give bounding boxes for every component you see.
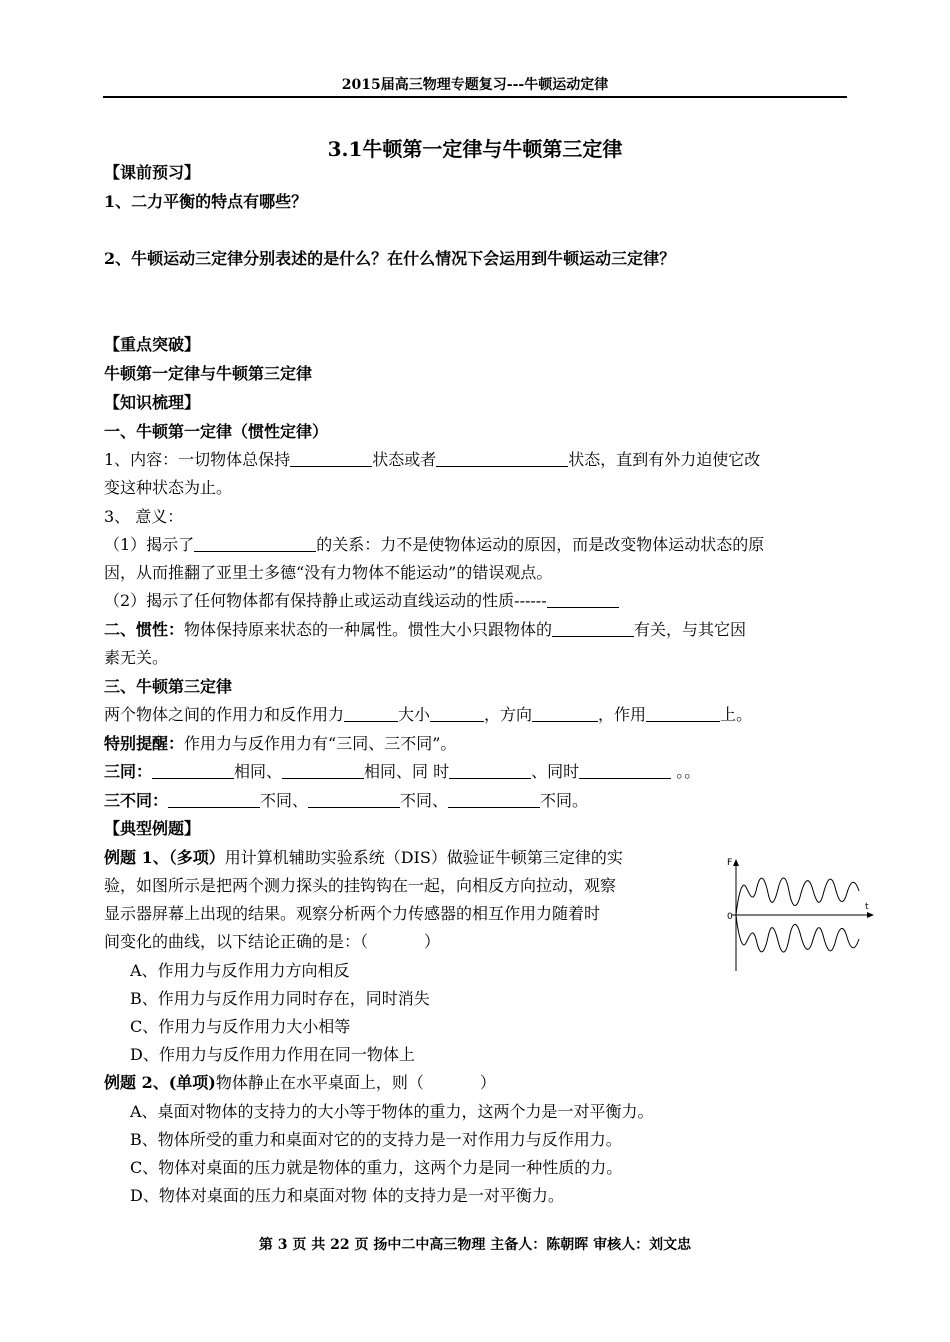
three-same [104, 762, 852, 782]
text: ，作用 [598, 705, 647, 724]
third-law-title: 三、牛顿第三定律 [104, 677, 233, 696]
fill-blank[interactable] [547, 591, 619, 608]
inertia-definition [104, 620, 852, 640]
text: 两个物体之间的作用力和反作用力 [104, 705, 345, 724]
first-law-meaning: 3、 意义： [104, 507, 184, 526]
example-2-option-d: D、物体对桌面的压力和桌面对物 体的支持力是一对平衡力。 [130, 1186, 564, 1205]
f-axis-label: F [727, 858, 733, 868]
example-2-label: 例题 2、(单项) [104, 1073, 216, 1092]
example-1-line-3: 显示器屏幕上出现的结果。观察分析两个力传感器的相互作用力随着时 [104, 904, 601, 923]
example-1-line-1 [104, 848, 716, 868]
fill-blank[interactable] [436, 450, 568, 467]
force-curve-top [736, 878, 859, 915]
fill-blank[interactable] [290, 450, 372, 467]
section-heading-examples: 【典型例题】 [104, 819, 201, 838]
fill-blank[interactable] [194, 535, 316, 552]
focus-subtitle: 牛顿第一定律与牛顿第三定律 [104, 364, 313, 383]
fill-blank[interactable] [449, 762, 531, 779]
text: ） [479, 1073, 496, 1092]
text: 物体保持原来状态的一种属性。惯性大小只跟物体的 [184, 620, 553, 639]
origin-label: 0 [727, 912, 733, 922]
text: 相同、同 时 [364, 762, 450, 781]
first-law-title: 一、牛顿第一定律（惯性定律） [104, 422, 329, 441]
text: （2）揭示了任何物体都有保持静止或运动直线运动的性质------ [104, 591, 547, 610]
fill-blank[interactable] [448, 791, 540, 808]
fill-blank[interactable] [430, 705, 484, 722]
text: 间变化的曲线，以下结论正确的是：（ [104, 932, 369, 951]
fill-blank[interactable] [532, 705, 598, 722]
example-2-option-a: A、桌面对物体的支持力的大小等于物体的重力，这两个力是一对平衡力。 [130, 1102, 654, 1121]
example-1-line-4 [104, 932, 716, 952]
text: ） [424, 932, 441, 951]
third-law-content [104, 705, 852, 725]
meaning-item-1 [104, 535, 852, 555]
inertia-label: 二、惯性： [104, 620, 185, 639]
text: （1）揭示了 [104, 535, 195, 554]
page-footer: 第 3 页 共 22 页 扬中二中高三物理 主备人：陈朝晖 审核人：刘文忠 [258, 1237, 692, 1253]
text: 不同、 [260, 791, 309, 810]
example-1-option-d: D、作用力与反作用力作用在同一物体上 [130, 1045, 415, 1064]
document-title: 3.1牛顿第一定律与牛顿第三定律 [327, 137, 623, 161]
example-1-line-2: 验，如图所示是把两个测力探头的挂钩钩在一起，向相反方向拉动，观察 [104, 876, 617, 895]
example-1-option-b: B、作用力与反作用力同时存在，同时消失 [130, 989, 430, 1008]
meaning-item-1-cont: 因，从而推翻了亚里士多德“没有力物体不能运动”的错误观点。 [104, 563, 553, 582]
text: 用计算机辅助实验系统（DIS）做验证牛顿第三定律的实 [224, 848, 623, 867]
example-1-label: 例题 1、（多项） [104, 848, 225, 867]
preview-question-2: 2、牛顿运动三定律分别表述的是什么？在什么情况下会运用到牛顿运动三定律？ [104, 249, 676, 268]
text: 不同。 [540, 791, 589, 810]
text: 的关系：力不是使物体运动的原因，而是改变物体运动状态的原 [316, 535, 765, 554]
text: 物体静止在水平桌面上，则（ [215, 1073, 424, 1092]
inertia-definition-cont: 素无关。 [104, 648, 169, 667]
fill-blank[interactable] [152, 762, 234, 779]
fill-blank[interactable] [308, 791, 400, 808]
fill-blank[interactable] [552, 620, 634, 637]
fill-blank[interactable] [579, 762, 671, 779]
t-axis-label: t [865, 902, 869, 912]
example-1-option-c: C、作用力与反作用力大小相等 [130, 1017, 351, 1036]
same-label: 三同： [104, 762, 153, 781]
section-heading-focus: 【重点突破】 [104, 335, 201, 354]
fill-blank[interactable] [344, 705, 398, 722]
first-law-content-cont: 变这种状态为止。 [104, 478, 233, 497]
text: 大小 [398, 705, 431, 724]
text: 、同时 [531, 762, 580, 781]
text: 状态，直到有外力迫使它改 [568, 450, 761, 469]
example-2-option-b: B、物体所受的重力和桌面对它的的支持力是一对作用力与反作用力。 [130, 1130, 622, 1149]
fill-blank[interactable] [168, 791, 260, 808]
force-curve-bottom [736, 915, 859, 952]
preview-question-1: 1、二力平衡的特点有哪些？ [104, 192, 308, 211]
text: 作用力与反作用力有“三同、三不同”。 [184, 734, 457, 753]
example-2-option-c: C、物体对桌面的压力就是物体的重力，这两个力是同一种性质的力。 [130, 1158, 623, 1177]
text: 不同、 [400, 791, 449, 810]
section-heading-knowledge: 【知识梳理】 [104, 393, 201, 412]
text: 1、内容：一切物体总保持 [104, 450, 291, 469]
text: 状态或者 [372, 450, 437, 469]
text: 有关，与其它因 [634, 620, 747, 639]
diff-label: 三不同： [104, 791, 169, 810]
tip-label: 特别提醒： [104, 734, 185, 753]
first-law-content [104, 450, 852, 470]
force-time-graph [726, 857, 878, 975]
special-tip [104, 734, 852, 754]
text: 相同、 [234, 762, 283, 781]
f-axis-arrow [733, 859, 739, 866]
example-1-option-a: A、作用力与反作用力方向相反 [130, 961, 350, 980]
page-header: 2015届高三物理专题复习---牛顿运动定律 [103, 74, 847, 98]
example-2-stem [104, 1073, 852, 1093]
text: ，方向 [484, 705, 533, 724]
text: 上。 [720, 705, 753, 724]
three-different [104, 791, 852, 811]
fill-blank[interactable] [646, 705, 720, 722]
fill-blank[interactable] [282, 762, 364, 779]
t-axis-arrow [867, 912, 874, 918]
text: 。。 [671, 762, 701, 781]
section-heading-preview: 【课前预习】 [104, 163, 201, 182]
meaning-item-2 [104, 591, 852, 611]
